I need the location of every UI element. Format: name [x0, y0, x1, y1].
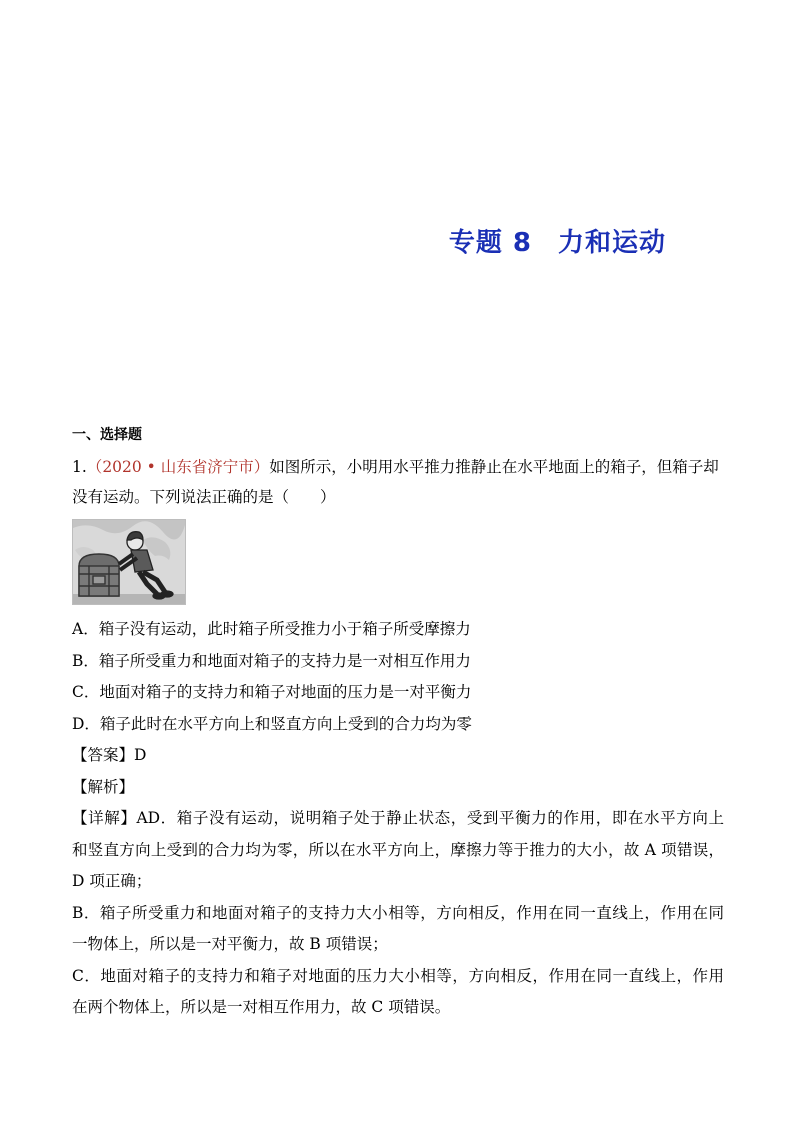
answer-section: [72, 740, 724, 1024]
section-heading: 一、选择题: [72, 427, 142, 443]
analysis-label: 【解析】: [72, 777, 135, 796]
analysis-line-5: 一物体上，所以是一对平衡力，故 B 项错误；: [72, 935, 388, 953]
question-source: 2020 • 山东省济宁市: [102, 458, 254, 476]
analysis-line-1: 【详解】AD．箱子没有运动，说明箱子处于静止状态，受到平衡力的作用，即在水平方向上: [72, 809, 724, 827]
page-title: [0, 222, 794, 259]
boy-pushing-box-illustration: [73, 520, 185, 604]
analysis-line-2: 和竖直方向上受到的合力均为零，所以在水平方向上，摩擦力等于推力的大小，故 A 项错误，: [72, 840, 724, 859]
source-close-paren: ）: [253, 458, 270, 476]
question-number: 1.: [72, 458, 87, 476]
title-prefix: 专题 8: [448, 228, 532, 258]
analysis-line-7: 在两个物体上，所以是一对相互作用力，故 C 项错误。: [72, 998, 451, 1016]
question-stem: [72, 452, 724, 512]
option-b: B．箱子所受重力和地面对箱子的支持力是一对相互作用力: [72, 651, 471, 670]
question-figure: [72, 519, 186, 605]
question-stem-line-1: 如图所示，小明用水平推力推静止在水平地面上的箱子，但箱子却: [269, 458, 719, 476]
analysis-line-3: D 项正确；: [72, 872, 152, 890]
answer-label: 【答案】D: [72, 746, 147, 764]
question-line-1: [72, 452, 724, 482]
source-open-paren: （: [86, 458, 103, 476]
option-a: A．箱子没有运动，此时箱子所受推力小于箱子所受摩擦力: [72, 620, 471, 638]
analysis-line-6: C．地面对箱子的支持力和箱子对地面的压力大小相等，方向相反，作用在同一直线上，作用: [72, 966, 724, 985]
answer-options: [72, 614, 724, 740]
option-c: C．地面对箱子的支持力和箱子对地面的压力是一对平衡力: [72, 683, 472, 701]
title-main: 力和运动: [557, 228, 666, 258]
analysis-line-4: B．箱子所受重力和地面对箱子的支持力大小相等，方向相反，作用在同一直线上，作用在同: [72, 903, 724, 922]
question-stem-line-2: 没有运动。下列说法正确的是（ ）: [72, 488, 336, 506]
option-d: D．箱子此时在水平方向上和竖直方向上受到的合力均为零: [72, 714, 472, 733]
